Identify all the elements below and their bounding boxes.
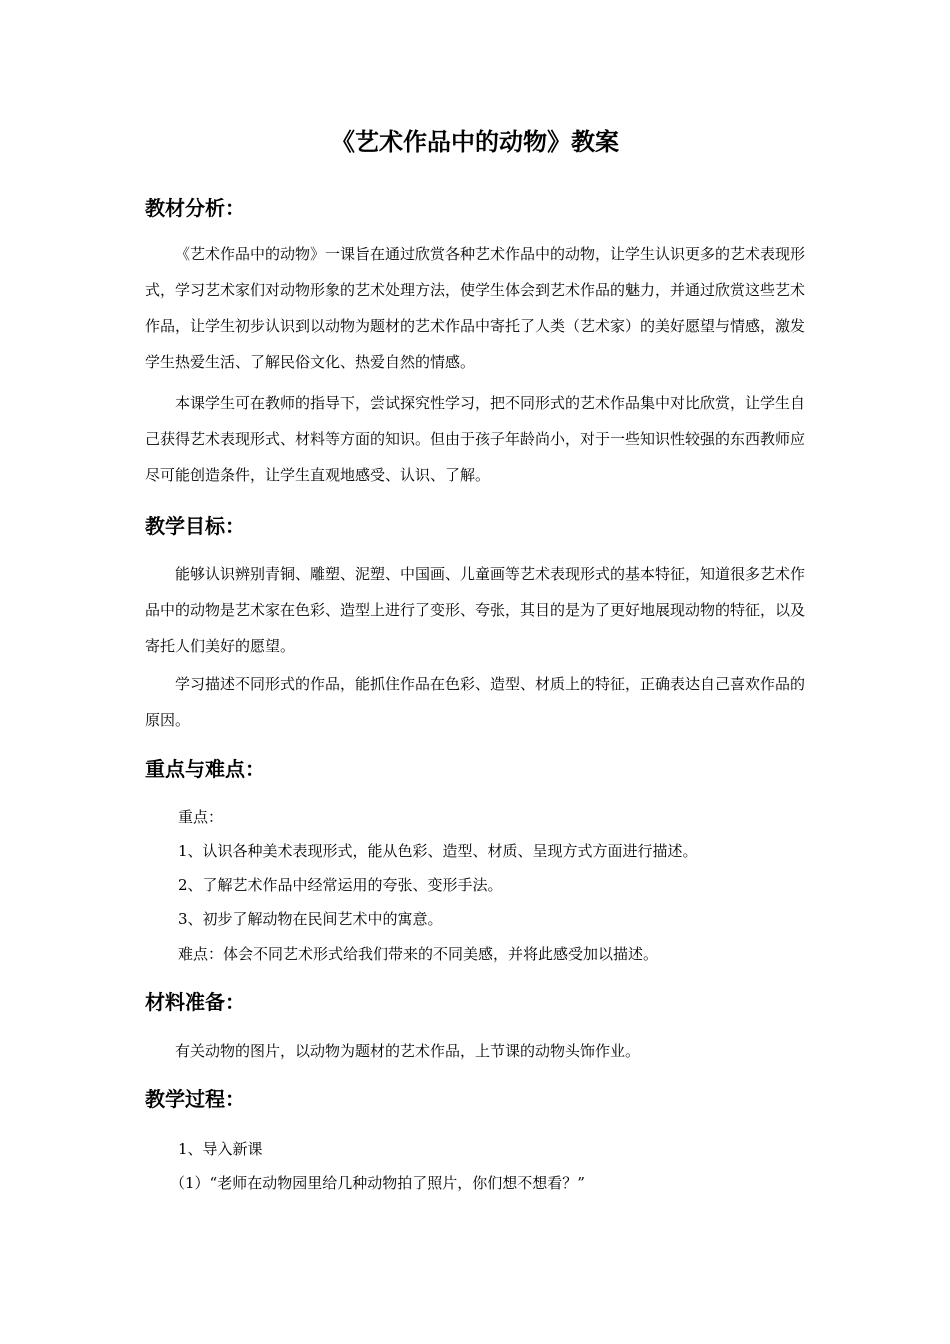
process-step-1-sub-1: （1）“老师在动物园里给几种动物拍了照片，你们想不想看？” bbox=[170, 1174, 585, 1192]
analysis-paragraph-2: 本课学生可在教师的指导下，尝试探究性学习，把不同形式的艺术作品集中对比欣赏，让学生自己获得艺术表现形式、材料等方面的知识。但由于孩子年龄尚小，对于一些知识性较强的东西教师应尽可能创造条件，让学生直观地感受、认识、了解。 bbox=[145, 394, 806, 484]
analysis-paragraph-1: 《艺术作品中的动物》一课旨在通过欣赏各种艺术作品中的动物，让学生认识更多的艺术表现形式，学习艺术家们对动物形象的艺术处理方法，使学生体会到艺术作品的魅力，并通过欣赏这些艺术作品，让学生初步认识到以动物为题材的艺术作品中寄托了人类（艺术家）的美好愿望与情感，激发学生热爱生活、了解民俗文化、热爱自然的情感。 bbox=[145, 245, 806, 371]
goals-paragraph-1: 能够认识辨别青铜、雕塑、泥塑、中国画、儿童画等艺术表现形式的基本特征，知道很多艺术作品中的动物是艺术家在色彩、造型上进行了变形、夸张，其目的是为了更好地展现动物的特征，以及寄托人们美好的愿望。 bbox=[145, 565, 806, 655]
key-point-1: 1、认识各种美术表现形式，能从色彩、造型、材质、呈现方式方面进行描述。 bbox=[178, 842, 698, 860]
goals-paragraph-2: 学习描述不同形式的作品，能抓住作品在色彩、造型、材质上的特征，正确表达自己喜欢作品的原因。 bbox=[145, 675, 806, 729]
section-heading-process: 教学过程： bbox=[145, 1087, 245, 1111]
key-points-label: 重点： bbox=[178, 808, 224, 826]
key-point-2: 2、了解艺术作品中经常运用的夸张、变形手法。 bbox=[178, 876, 503, 894]
section-heading-materials: 材料准备： bbox=[145, 990, 245, 1014]
section-heading-key-points: 重点与难点： bbox=[145, 757, 265, 781]
materials-paragraph: 有关动物的图片，以动物为题材的艺术作品，上节课的动物头饰作业。 bbox=[175, 1042, 641, 1060]
difficulty-line: 难点：体会不同艺术形式给我们带来的不同美感，并将此感受加以描述。 bbox=[178, 945, 659, 963]
section-heading-analysis: 教材分析： bbox=[145, 196, 245, 220]
process-step-1: 1、导入新课 bbox=[178, 1140, 263, 1158]
section-heading-goals: 教学目标： bbox=[145, 514, 245, 538]
document-title: 《艺术作品中的动物》教案 bbox=[331, 128, 619, 156]
key-point-3: 3、初步了解动物在民间艺术中的寓意。 bbox=[178, 910, 443, 928]
